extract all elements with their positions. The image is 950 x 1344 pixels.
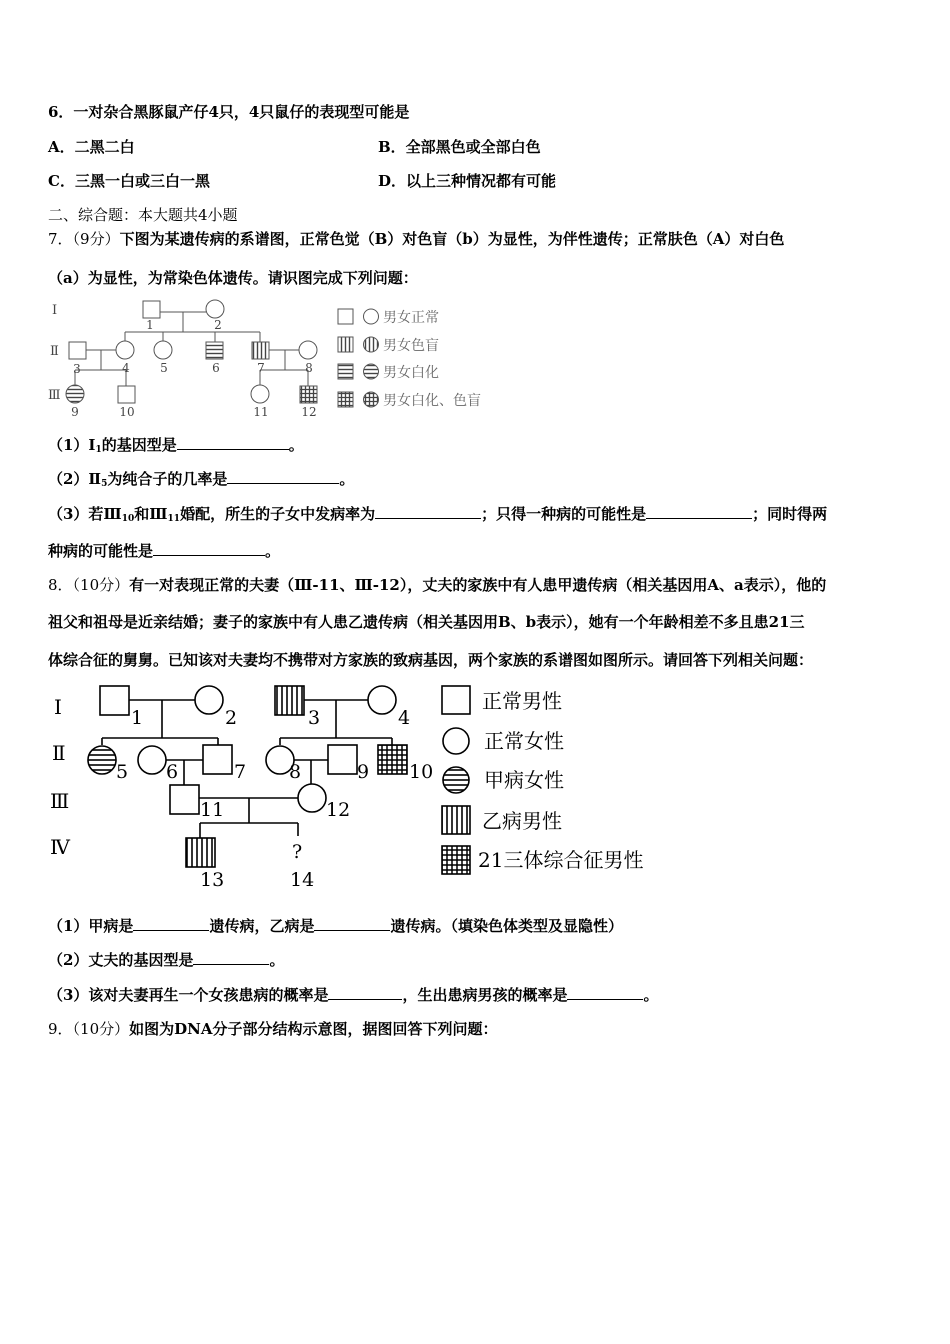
q8-sub3-end: 。	[643, 986, 659, 1004]
q8-line1	[48, 575, 826, 595]
q8-id-11: 11	[200, 799, 225, 821]
q7-sub3-text3: ；只得一种病的可能性是	[481, 505, 647, 523]
q7-id-2: 2	[214, 318, 222, 332]
q7-id-4: 4	[122, 361, 130, 375]
q7-sub3-subscript1: 10	[121, 514, 135, 524]
q7-sub2-answer-blank[interactable]	[227, 469, 339, 484]
q8-id-7: 7	[234, 761, 247, 783]
q7-id-8: 8	[305, 361, 313, 375]
section-heading: 二、综合题：本大题共4小题	[48, 206, 238, 224]
q8-id-5: 5	[116, 761, 129, 783]
q9-number: 9．	[48, 1020, 73, 1038]
q8-gen-4: Ⅳ	[50, 835, 70, 859]
q8-id-4: 4	[398, 707, 411, 729]
q6-option-b: B．全部黑色或全部白色	[378, 138, 541, 156]
q7-line2: （a）为显性，为常染色体遗传。请识图完成下列问题：	[48, 269, 418, 287]
q7-id-9: 9	[71, 405, 79, 419]
q7-sub3-answer-blank3[interactable]	[153, 541, 265, 556]
q8-unknown-mark: ?	[292, 841, 303, 863]
q8-sub1	[48, 916, 623, 936]
q7-sub3-answer-blank1[interactable]	[375, 504, 481, 519]
q8-legend-normal-female: 正常女性	[484, 729, 564, 753]
q7-sub3-text5: 种病的可能性是	[48, 542, 154, 560]
q8-sub1-answer-blank2[interactable]	[314, 916, 390, 931]
q7-id-5: 5	[160, 361, 168, 375]
q7-line1	[48, 229, 784, 249]
q9-text: 如图为DNA分子部分结构示意图，据图回答下列问题：	[129, 1020, 498, 1038]
q7-id-10: 10	[119, 405, 135, 419]
q7-legend-albino: 男女白化	[383, 365, 439, 381]
q7-pedigree-chart	[40, 292, 510, 422]
q7-sub3-end: 。	[265, 542, 281, 560]
q7-id-3: 3	[73, 362, 81, 376]
q7-sub3-subscript2: 11	[167, 514, 181, 524]
q7-sub2-label: （2）Ⅱ	[48, 470, 102, 488]
q7-sub3-text4: ；同时得两	[752, 505, 828, 523]
q7-score: （9分）	[72, 230, 120, 248]
q8-gen-1: Ⅰ	[54, 695, 62, 719]
q8-sub1-label: （1）甲病是	[48, 917, 134, 935]
q8-sub1-text2: 遗传病。（填染色体类型及显隐性）	[390, 917, 623, 935]
q7-legend-colorblind: 男女色盲	[383, 338, 439, 354]
q8-legend-down-syndrome-male: 21三体综合征男性	[478, 848, 644, 872]
q7-sub3-text1: 和Ⅲ	[134, 505, 168, 523]
q7-sub1-label: （1）Ⅰ	[48, 436, 96, 454]
q8-pedigree-chart	[40, 678, 670, 890]
q7-sub2-end: 。	[339, 470, 355, 488]
q8-id-12: 12	[326, 799, 351, 821]
q9-line	[48, 1019, 498, 1039]
q8-id-14: 14	[290, 869, 315, 890]
q8-score: （10分）	[72, 576, 130, 594]
q8-gen-3: Ⅲ	[50, 789, 70, 813]
q8-sub3-label: （3）该对夫妻再生一个女孩患病的概率是	[48, 986, 329, 1004]
q7-sub1-end: 。	[288, 436, 304, 454]
q8-legend-disease-a-female: 甲病女性	[484, 768, 564, 792]
q7-gen-3: Ⅲ	[48, 388, 61, 403]
q7-sub1-text: 的基因型是	[101, 436, 177, 454]
q7-number: 7．	[48, 230, 73, 248]
q8-gen-2: Ⅱ	[52, 741, 66, 765]
q7-id-6: 6	[212, 361, 220, 375]
q7-id-7: 7	[257, 361, 265, 375]
q8-id-9: 9	[357, 761, 370, 783]
q7-sub2-subscript: 5	[101, 479, 108, 489]
q8-sub1-text1: 遗传病，乙病是	[209, 917, 315, 935]
q7-sub3	[48, 504, 827, 529]
q8-line2: 祖父和祖母是近亲结婚；妻子的家族中有人患乙遗传病（相关基因用B、b表示），她有一个年龄相差不多且患21三	[48, 613, 805, 631]
q8-id-3: 3	[308, 707, 321, 729]
q6-option-c: C．三黑一白或三白一黑	[48, 172, 210, 190]
q7-gen-1: Ⅰ	[52, 303, 58, 318]
q7-sub1	[48, 435, 304, 460]
q7-text1: 下图为某遗传病的系谱图，正常色觉（B）对色盲（b）为显性，为伴性遗传；正常肤色（A）对白色	[119, 230, 785, 248]
q7-id-12: 12	[301, 405, 317, 419]
q7-legend-normal: 男女正常	[383, 310, 439, 326]
q8-legend-disease-b-male: 乙病男性	[482, 809, 562, 833]
q8-sub3-answer-blank1[interactable]	[328, 985, 402, 1000]
q8-id-10: 10	[409, 761, 434, 783]
q7-sub1-subscript: 1	[95, 445, 102, 455]
q8-legend-normal-male: 正常男性	[482, 689, 562, 713]
q8-sub3-answer-blank2[interactable]	[567, 985, 643, 1000]
q8-sub3	[48, 985, 658, 1005]
q8-text1: 有一对表现正常的夫妻（Ⅲ-11、Ⅲ-12），丈夫的家族中有人患甲遗传病（相关基因用A、a表示），他的	[129, 576, 827, 594]
q8-id-1: 1	[131, 707, 144, 729]
q7-sub3-answer-blank2[interactable]	[646, 504, 752, 519]
q8-number: 8．	[48, 576, 73, 594]
q6-option-d: D．以上三种情况都有可能	[378, 172, 557, 190]
q9-score: （10分）	[72, 1020, 130, 1038]
q8-sub3-text: ，生出患病男孩的概率是	[402, 986, 568, 1004]
q7-gen-2: Ⅱ	[50, 344, 59, 359]
q8-id-13: 13	[200, 869, 225, 890]
q8-sub1-answer-blank1[interactable]	[133, 916, 209, 931]
q8-line3: 体综合征的舅舅。已知该对夫妻均不携带对方家族的致病基因，两个家族的系谱图如图所示。请回答下列相关问题：	[48, 651, 814, 669]
q7-sub1-answer-blank[interactable]	[177, 435, 289, 450]
q7-sub2-text: 为纯合子的几率是	[107, 470, 228, 488]
q6-option-a: A．二黑二白	[48, 138, 135, 156]
q7-sub3-cont	[48, 541, 280, 561]
q8-id-2: 2	[225, 707, 238, 729]
q8-sub2-answer-blank[interactable]	[193, 950, 269, 965]
q7-id-1: 1	[146, 318, 154, 332]
q7-sub3-text2: 婚配，所生的子女中发病率为	[180, 505, 376, 523]
q7-legend-albino-colorblind: 男女白化、色盲	[383, 393, 481, 409]
q8-sub2-label: （2）丈夫的基因型是	[48, 951, 194, 969]
q8-id-8: 8	[289, 761, 302, 783]
q7-sub2	[48, 469, 354, 494]
q6-stem: 6．一对杂合黑豚鼠产仔4只，4只鼠仔的表现型可能是	[48, 103, 410, 121]
q7-id-11: 11	[253, 405, 269, 419]
q8-sub2	[48, 950, 284, 970]
q8-sub2-end: 。	[269, 951, 285, 969]
q8-id-6: 6	[166, 761, 179, 783]
q7-sub3-label: （3）若Ⅲ	[48, 505, 122, 523]
